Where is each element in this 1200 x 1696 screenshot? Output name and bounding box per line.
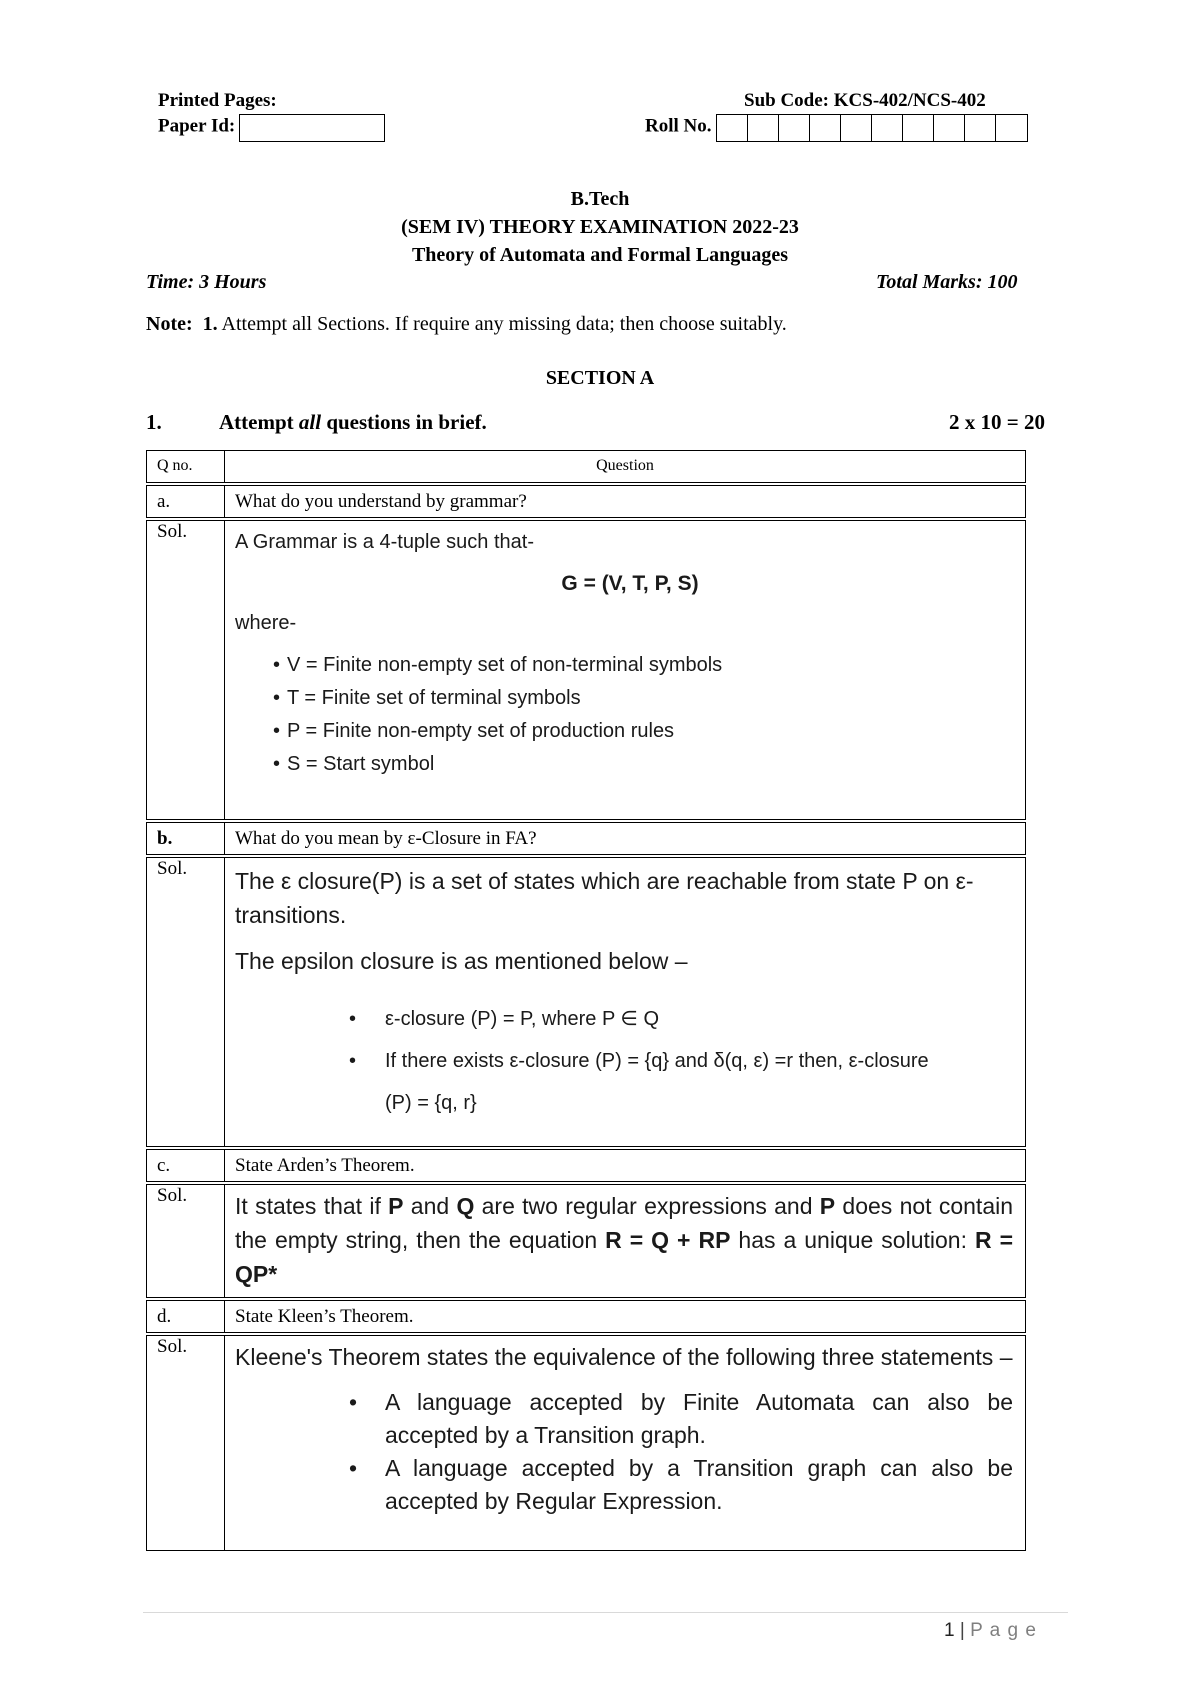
- section-title: SECTION A: [545, 367, 655, 389]
- paper-id-box: [239, 114, 385, 142]
- question-table: [146, 450, 1026, 1551]
- table-header-row: [147, 451, 1026, 485]
- section-marks: 2 x 10 = 20: [949, 410, 1045, 434]
- roll-box: [779, 115, 810, 141]
- question-number: 1.: [146, 410, 162, 434]
- answer-row: [147, 1334, 1026, 1551]
- paper-id-label: Paper Id:: [158, 115, 236, 137]
- page-footer: 1 | P a g e: [944, 1620, 1037, 1641]
- list-item: • A language accepted by a Transition graph can also be accepted by Regular Expression.: [385, 1452, 1013, 1518]
- list-item: • P = Finite non-empty set of production rules: [287, 715, 1025, 748]
- footer-rule: [143, 1612, 1068, 1613]
- section-instruction: [219, 410, 487, 435]
- arden-bold: R = QP*: [235, 1227, 1013, 1287]
- question-text: What do you mean by ε-Closure in FA?: [225, 821, 1026, 856]
- closure-bullets: [385, 998, 945, 1124]
- list-item: • S = Start symbol: [287, 748, 1025, 781]
- question-no: b.: [147, 821, 225, 856]
- note-number: 1.: [202, 313, 218, 335]
- exam-time: Time: 3 Hours: [146, 271, 267, 293]
- roll-box: [903, 115, 934, 141]
- answer-cell: [225, 856, 1026, 1148]
- arden-text: does not contain the empty string, then the equation: [235, 1193, 1014, 1253]
- degree-title: B.Tech: [570, 188, 630, 210]
- arden-text: are two regular expressions and: [474, 1193, 820, 1219]
- roll-box: [872, 115, 903, 141]
- roll-box: [996, 115, 1027, 141]
- roll-box: [965, 115, 996, 141]
- question-text: State Arden’s Theorem.: [225, 1148, 1026, 1183]
- grammar-formula: G = (V, T, P, S): [561, 572, 699, 595]
- arden-text: and: [403, 1193, 457, 1219]
- col-qno-header: Q no.: [147, 451, 225, 485]
- sol-label: Sol.: [147, 1183, 225, 1299]
- question-text: State Kleen’s Theorem.: [225, 1299, 1026, 1334]
- list-item: • V = Finite non-empty set of non-terminal symbols: [287, 649, 1025, 682]
- instruction-pre: Attempt: [219, 410, 299, 434]
- note-text: Attempt all Sections. If require any missing data; then choose suitably.: [221, 313, 787, 335]
- arden-text: has a unique solution:: [730, 1227, 975, 1253]
- sol-label: Sol.: [147, 1334, 225, 1551]
- answer-row: [147, 1183, 1026, 1299]
- roll-box: [810, 115, 841, 141]
- total-marks: Total Marks: 100: [876, 271, 1018, 293]
- closure-intro: The epsilon closure is as mentioned below –: [235, 948, 688, 974]
- list-item: • T = Finite set of terminal symbols: [287, 682, 1025, 715]
- page-number: 1: [944, 1620, 955, 1641]
- subject-title: Theory of Automata and Formal Languages: [411, 244, 789, 266]
- roll-no-boxes: [716, 114, 1028, 142]
- answer-row: [147, 856, 1026, 1148]
- roll-no-label: Roll No.: [645, 115, 712, 137]
- closure-definition: The ε closure(P) is a set of states which are reachable from state P on ε-transitions.: [235, 868, 974, 928]
- table-row: [147, 484, 1026, 519]
- arden-bold: Q: [456, 1193, 475, 1219]
- question-no: c.: [147, 1148, 225, 1183]
- arden-bold: P: [388, 1193, 404, 1219]
- table-row: [147, 821, 1026, 856]
- roll-no-row: [645, 114, 1028, 142]
- answer-row: [147, 519, 1026, 821]
- table-row: [147, 1299, 1026, 1334]
- instruction-italic: all: [298, 410, 322, 434]
- arden-bold: P: [819, 1193, 836, 1219]
- roll-box: [748, 115, 779, 141]
- col-question-header: Question: [225, 451, 1026, 485]
- arden-statement: [235, 1189, 1013, 1291]
- answer-intro: A Grammar is a 4-tuple such that-: [235, 531, 535, 553]
- list-item: • A language accepted by Finite Automata can also be accepted by a Transition graph.: [385, 1386, 1013, 1452]
- answer-cell: [225, 1334, 1026, 1551]
- paper-id-row: [158, 114, 385, 142]
- instruction-post: questions in brief.: [321, 410, 487, 434]
- roll-box: [841, 115, 872, 141]
- grammar-bullets: [287, 649, 1025, 781]
- arden-bold: R = Q + RP: [605, 1227, 731, 1253]
- roll-box: [934, 115, 965, 141]
- exam-session-title: (SEM IV) THEORY EXAMINATION 2022-23: [401, 216, 799, 238]
- page-label: P a g e: [970, 1620, 1037, 1641]
- sol-label: Sol.: [147, 856, 225, 1148]
- answer-cell: [225, 519, 1026, 821]
- question-no: d.: [147, 1299, 225, 1334]
- question-no: a.: [147, 484, 225, 519]
- list-item: • ε-closure (P) = P, where P ∈ Q: [385, 998, 945, 1040]
- answer-cell: [225, 1183, 1026, 1299]
- sub-code-label: Sub Code: KCS-402/NCS-402: [744, 90, 986, 111]
- printed-pages-label: Printed Pages:: [158, 90, 277, 111]
- note-label: Note:: [146, 313, 193, 335]
- question-text: What do you understand by grammar?: [225, 484, 1026, 519]
- arden-text: It states that if: [235, 1193, 389, 1219]
- answer-where: where-: [235, 612, 297, 634]
- kleene-statement: Kleene's Theorem states the equivalence of the following three statements –: [235, 1344, 1013, 1370]
- note-line: [146, 313, 787, 336]
- table-row: [147, 1148, 1026, 1183]
- roll-box: [717, 115, 748, 141]
- list-item: • If there exists ε-closure (P) = {q} and δ(q, ε) =r then, ε-closure (P) = {q, r}: [385, 1040, 945, 1124]
- kleene-bullets: [385, 1386, 1013, 1518]
- sol-label: Sol.: [147, 519, 225, 821]
